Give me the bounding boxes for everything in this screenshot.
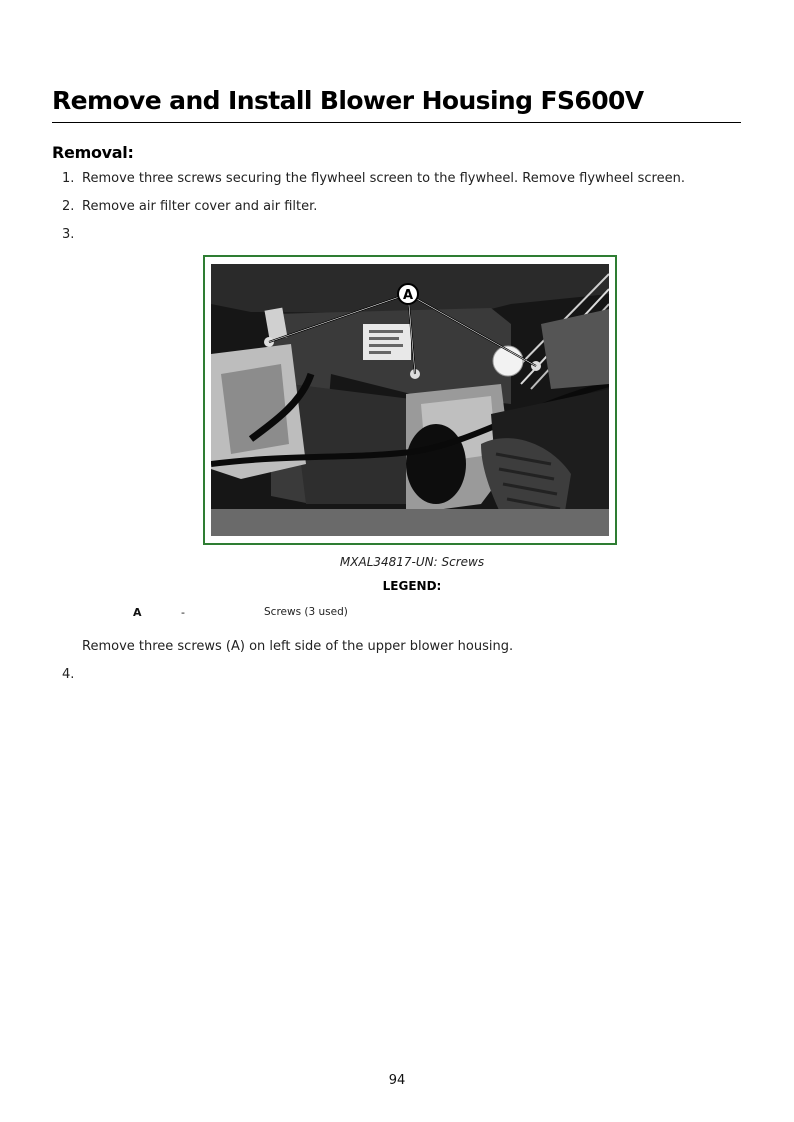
legend-heading: LEGEND: xyxy=(382,579,442,593)
legend-description: Screws (3 used) xyxy=(264,606,348,618)
step-number: 1. xyxy=(62,171,75,186)
step-text: Remove three screws securing the flywheel screen to the flywheel. Remove flywheel screen. xyxy=(82,171,685,186)
step-3-instruction: Remove three screws (A) on left side of the upper blower housing. xyxy=(82,639,514,654)
legend-key: A xyxy=(133,606,142,619)
engine-photo xyxy=(211,264,609,536)
page-title: Remove and Install Blower Housing FS600V xyxy=(52,86,644,115)
step-number: 4. xyxy=(62,667,75,682)
step-2 xyxy=(62,199,317,214)
legend-dash: - xyxy=(181,606,185,619)
section-heading: Removal: xyxy=(52,143,134,162)
step-number: 2. xyxy=(62,199,75,214)
title-divider xyxy=(52,122,741,123)
step-3 xyxy=(62,227,82,242)
callout-a-label: A xyxy=(402,288,414,303)
step-1 xyxy=(62,171,685,186)
step-4 xyxy=(62,667,82,682)
engine-photo-figure xyxy=(203,255,617,545)
step-number: 3. xyxy=(62,227,75,242)
step-text: Remove air filter cover and air filter. xyxy=(82,199,318,214)
page-number: 94 xyxy=(388,1073,406,1088)
figure-caption: MXAL34817-UN: Screws xyxy=(339,555,485,569)
